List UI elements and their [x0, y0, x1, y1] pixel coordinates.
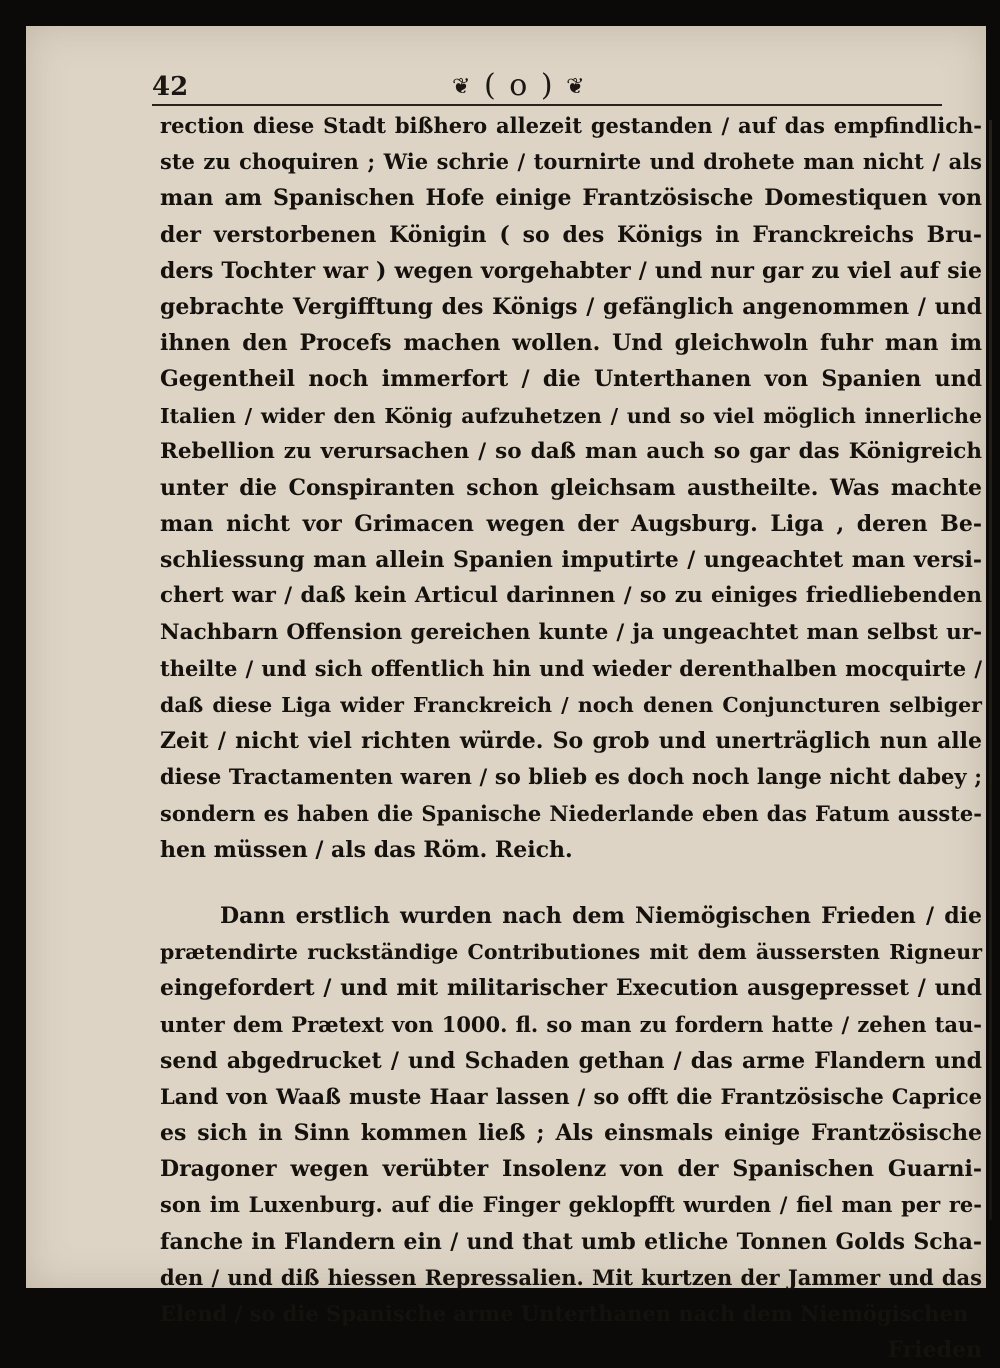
text-line: man am Spanischen Hofe einige Frantzösische Domestiquen von: [160, 185, 982, 212]
paragraph-gap: [160, 868, 982, 898]
text-line: Gegentheil noch immerfort / die Unterthanen von Spanien und: [160, 366, 982, 393]
text-line: daß diese Liga wider Franckreich / noch denen Conjuncturen selbiger: [160, 693, 982, 717]
text-line: Italien / wider den König aufzuhetzen / und so viel möglich innerliche: [160, 403, 982, 428]
text-line: es sich in Sinn kommen ließ ; Als einsmals einige Frantzösische: [160, 1120, 982, 1147]
text-line: sondern es haben die Spanische Niederlande eben das Fatum ausste-: [160, 800, 982, 826]
text-line: son im Luxenburg. auf die Finger geklopfft wurden / fiel man per re-: [160, 1192, 982, 1218]
text-line: rection diese Stadt bißhero allezeit gestanden / auf das empfindlich-: [160, 113, 982, 138]
fleuron-right-icon: ❦: [566, 74, 587, 100]
paragraph-1: [160, 108, 982, 868]
text-line: unter dem Prætext von 1000. fl. so man zu fordern hatte / zehen tau-: [160, 1011, 982, 1037]
text-line: den / und diß hiessen Repressalien. Mit kurtzen der Jammer und das: [160, 1264, 982, 1290]
text-line: Dragoner wegen verübter Insolenz von der Spanischen Guarni-: [160, 1156, 982, 1183]
text-line: unter die Conspiranten schon gleichsam austheilte. Was machte: [160, 474, 982, 501]
page-edge-shadow: [989, 120, 992, 1220]
paragraph-2: [160, 898, 982, 1332]
header-ornament: [452, 68, 587, 103]
text-line: der verstorbenen Königin ( so des Königs in Franckreichs Bru-: [160, 221, 982, 248]
text-line: ste zu choquiren ; Wie schrie / tournirte und drohete man nicht / als: [160, 149, 982, 175]
text-line: send abgedrucket / und Schaden gethan / das arme Flandern und: [160, 1047, 982, 1074]
text-line: eingefordert / und mit militarischer Execution ausgepresset / und: [160, 975, 982, 1002]
text-line: theilte / und sich offentlich hin und wieder derenthalben mocquirte /: [160, 655, 982, 681]
text-line: ders Tochter war ) wegen vorgehabter / und nur gar zu viel auf sie: [160, 257, 982, 284]
text-line: Elend / so die Spanische arme Unterthanen nach dem Niemögischen: [160, 1301, 969, 1326]
text-line: Rebellion zu verursachen / so daß man auch so gar das Königreich: [160, 438, 982, 464]
text-line: gebrachte Vergifftung des Königs / gefänglich angenommen / und: [160, 293, 982, 320]
text-line: ihnen den Procefs machen wollen. Und gleichwoln fuhr man im: [160, 330, 982, 357]
catchword: Frieden: [887, 1337, 982, 1364]
header-rule: [152, 104, 942, 106]
text-line: Zeit / nicht viel richten würde. So grob und unerträglich nun alle: [160, 728, 982, 755]
text-line: Dann erstlich wurden nach dem Niemögischen Frieden / die: [220, 902, 982, 929]
running-header: [152, 66, 942, 106]
text-line: man nicht vor Grimacen wegen der Augsburg. Liga , deren Be-: [160, 511, 982, 538]
header-ornament-text: ( o ): [483, 68, 555, 103]
text-line: fanche in Flandern ein / und that umb etliche Tonnen Golds Scha-: [160, 1228, 982, 1255]
text-line: Land von Waaß muste Haar lassen / so offt die Frantzösische Caprice: [160, 1083, 982, 1109]
text-line: hen müssen / als das Röm. Reich.: [160, 836, 573, 863]
text-line: prætendirte ruckständige Contributiones mit dem äussersten Rigneur: [160, 940, 982, 965]
text-line: schliessung man allein Spanien imputirte / ungeachtet man versi-: [160, 547, 982, 574]
text-line: Nachbarn Offension gereichen kunte / ja ungeachtet man selbst ur-: [160, 619, 982, 645]
page-number: 42: [152, 72, 189, 102]
text-line: diese Tractamenten waren / so blieb es doch noch lange nicht dabey ;: [160, 764, 982, 790]
fleuron-left-icon: ❦: [452, 74, 473, 100]
text-line: chert war / daß kein Articul darinnen / so zu einiges friedliebenden: [160, 583, 982, 609]
body-text: [160, 108, 982, 1368]
